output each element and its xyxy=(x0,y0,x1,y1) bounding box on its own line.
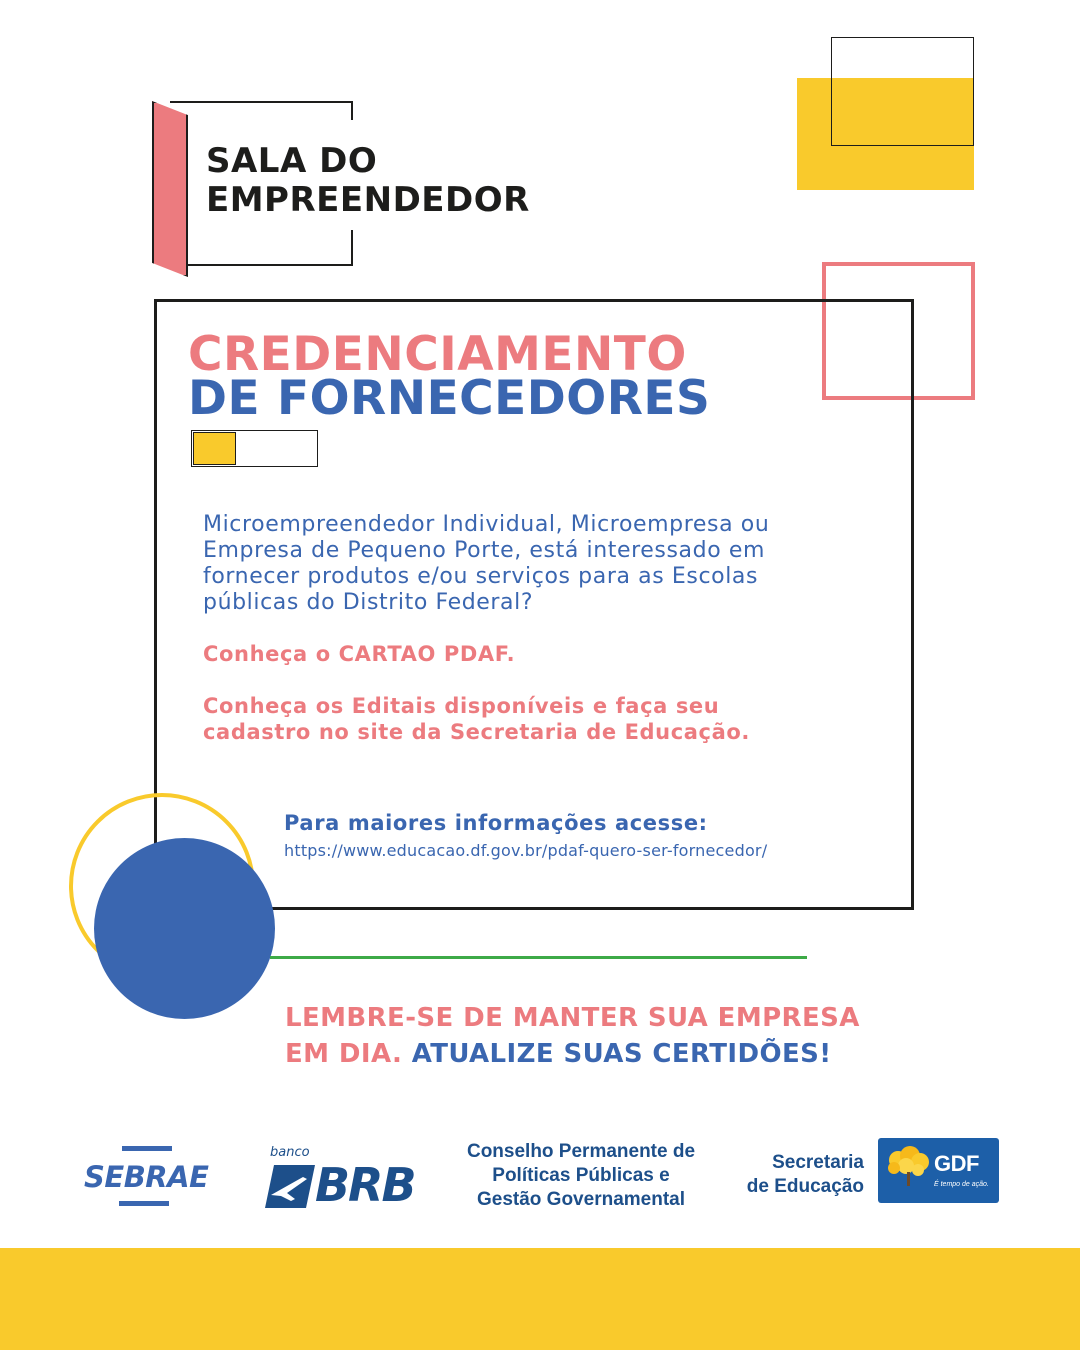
brb-wordmark: BRB xyxy=(315,1158,415,1212)
secretaria-line1: Secretaria xyxy=(772,1152,864,1173)
sebrae-wordmark: SEBRAE xyxy=(84,1160,209,1194)
header-title-line1: SALA DO xyxy=(206,141,378,181)
header-title xyxy=(206,142,566,220)
divider-line xyxy=(270,956,807,959)
conselho-line3: Gestão Governamental xyxy=(476,1189,686,1210)
reminder-line1: LEMBRE-SE DE MANTER SUA EMPRESA xyxy=(285,1003,860,1033)
header-door-shape xyxy=(152,101,188,277)
decor-outline-square xyxy=(831,37,974,146)
info-url-link[interactable]: https://www.educacao.df.gov.br/pdaf-quero-ser-fornecedor/ xyxy=(284,841,768,860)
decor-mini-yellow xyxy=(193,432,236,465)
intro-text xyxy=(203,512,863,616)
secretaria-line2: de Educação xyxy=(746,1176,864,1197)
gdf-tagline: É tempo de ação. xyxy=(934,1181,989,1188)
sebrae-bar-top xyxy=(122,1146,172,1151)
intro-line: fornecer produtos e/ou serviços para as Escolas xyxy=(203,564,759,589)
intro-line: públicas do Distrito Federal? xyxy=(203,590,534,615)
intro-line: Empresa de Pequeno Porte, está interessado em xyxy=(203,538,766,563)
brb-banco-label: banco xyxy=(270,1145,310,1160)
reminder-line2-blue: ATUALIZE SUAS CERTIDÕES! xyxy=(411,1039,832,1069)
decor-blue-circle xyxy=(94,838,275,1019)
cta-editais-line2: cadastro no site da Secretaria de Educação. xyxy=(203,720,750,744)
conselho-logo-text xyxy=(448,1140,714,1212)
ipe-tree-icon xyxy=(886,1146,932,1188)
header-title-line2: EMPREENDEDOR xyxy=(206,180,530,220)
reminder-text xyxy=(285,1000,965,1072)
reminder-line2-pink: EM DIA. xyxy=(285,1039,403,1069)
card-title-line2: DE FORNECEDORES xyxy=(188,371,711,426)
cta-editais-line1: Conheça os Editais disponíveis e faça seu xyxy=(203,694,720,718)
info-title: Para maiores informações acesse: xyxy=(284,811,708,835)
sebrae-bar-bottom xyxy=(119,1201,169,1206)
cta-cartao-pdaf: Conheça o CARTAO PDAF. xyxy=(203,642,516,666)
gdf-logo xyxy=(878,1138,999,1203)
secretaria-logo-text xyxy=(728,1151,864,1199)
footer-yellow-bar xyxy=(0,1248,1080,1350)
cta-editais xyxy=(203,693,883,745)
brb-logo xyxy=(265,1145,415,1211)
brb-plane-icon xyxy=(265,1165,315,1208)
gdf-wordmark: GDF xyxy=(934,1151,979,1176)
conselho-line1: Conselho Permanente de xyxy=(466,1141,696,1162)
intro-line: Microempreendedor Individual, Microempresa ou xyxy=(203,512,770,537)
card-title-line1: CREDENCIAMENTO xyxy=(188,327,687,382)
conselho-line2: Políticas Públicas e xyxy=(492,1165,670,1186)
sebrae-logo xyxy=(84,1146,210,1208)
